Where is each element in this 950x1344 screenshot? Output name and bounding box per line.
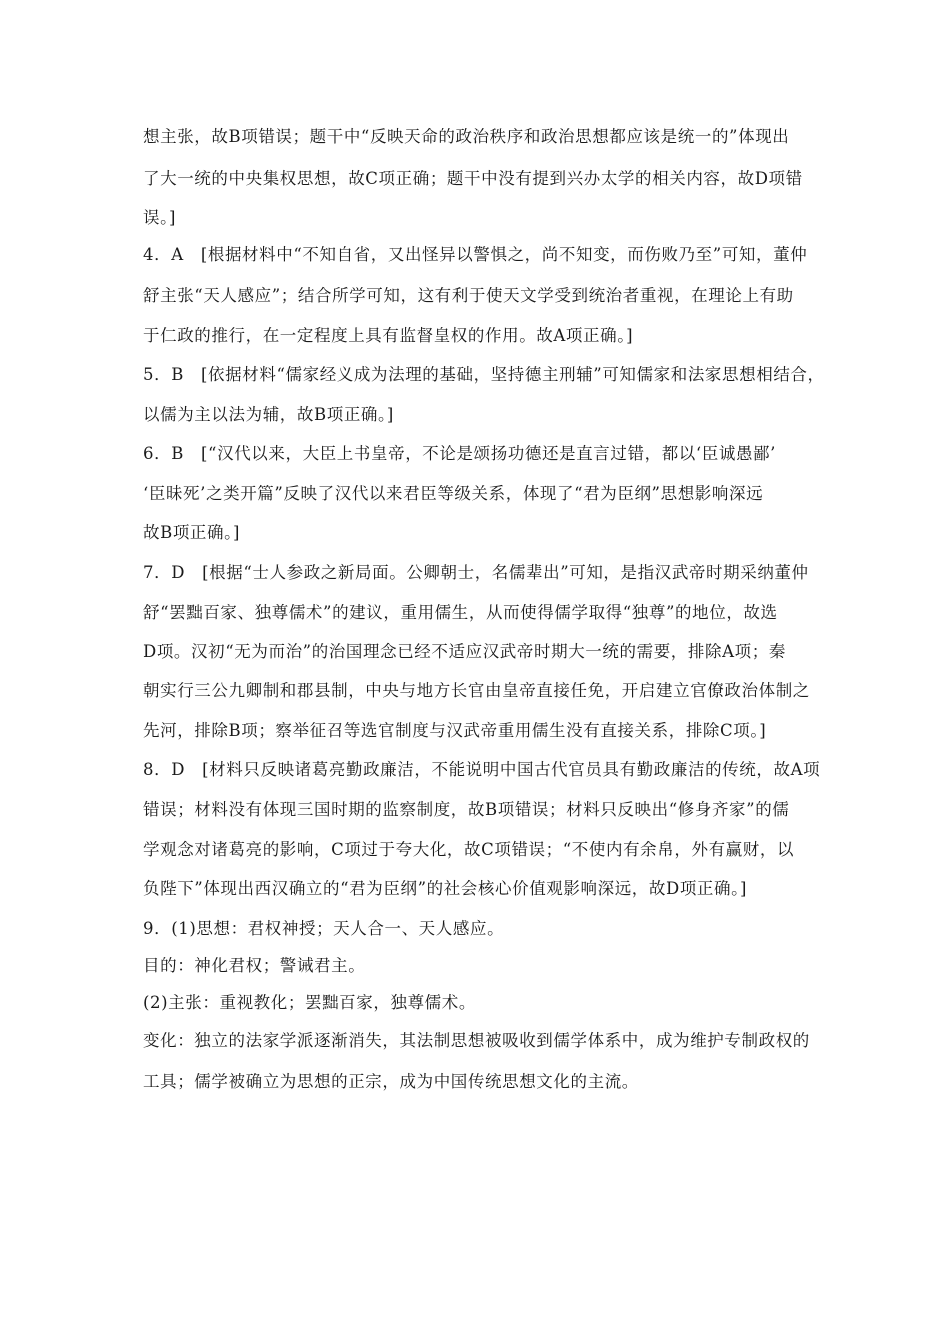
text-line: 学观念对诸葛亮的影响，C项过于夸大化，故C项错误；“不使内有余帛，外有赢财，以: [143, 840, 795, 859]
text-line: 6．B [“汉代以来，大臣上书皇帝，不论是颂扬功德还是直言过错，都以‘臣诚愚鄙’: [143, 444, 776, 463]
text-line: 故B项正确。]: [143, 523, 241, 542]
text-line: 以儒为主以法为辅，故B项正确。]: [143, 405, 394, 424]
text-line: 4．A [根据材料中“不知自省，又出怪异以警惧之，尚不知变，而伤败乃至”可知，董仲: [143, 245, 808, 264]
text-line: 目的：神化君权；警诫君主。: [143, 956, 366, 975]
text-line: 工具；儒学被确立为思想的正宗，成为中国传统思想文化的主流。: [143, 1072, 639, 1091]
text-line: 8．D [材料只反映诸葛亮勤政廉洁，不能说明中国古代官员具有勤政廉洁的传统，故A项: [143, 760, 821, 779]
text-line: 7．D [根据“士人参政之新局面。公卿朝士，名儒辈出”可知，是指汉武帝时期采纳董仲: [143, 563, 809, 582]
text-line: 舒主张“天人感应”；结合所学可知，这有利于使天文学受到统治者重视，在理论上有助: [143, 286, 794, 305]
text-line: D项。汉初“无为而治”的治国理念已经不适应汉武帝时期大一统的需要，排除A项；秦: [143, 642, 786, 661]
text-line: 了大一统的中央集权思想，故C项正确；题干中没有提到兴办太学的相关内容，故D项错: [143, 169, 803, 188]
text-line: 舒“罢黜百家、独尊儒术”的建议，重用儒生，从而使得儒学取得“独尊”的地位，故选: [143, 603, 778, 622]
text-line: 负陛下”体现出西汉确立的“君为臣纲”的社会核心价值观影响深远，故D项正确。]: [143, 879, 748, 898]
text-line: 朝实行三公九卿制和郡县制，中央与地方长官由皇帝直接任免，开启建立官僚政治体制之: [143, 681, 810, 700]
text-line: 5．B [依据材料“儒家经义成为法理的基础，坚持德主刑辅”可知儒家和法家思想相结合，: [143, 365, 825, 384]
text-line: 变化：独立的法家学派逐渐消失，其法制思想被吸收到儒学体系中，成为维护专制政权的: [143, 1031, 810, 1050]
text-line: 误。]: [143, 208, 176, 227]
text-line: 9．(1)思想：君权神授；天人合一、天人感应。: [143, 919, 505, 938]
text-line: 想主张，故B项错误；题干中“反映天命的政治秩序和政治思想都应该是统一的”体现出: [143, 127, 790, 146]
text-line: 先河，排除B项；察举征召等选官制度与汉武帝重用儒生没有直接关系，排除C项。]: [143, 721, 767, 740]
text-line: 于仁政的推行，在一定程度上具有监督皇权的作用。故A项正确。]: [143, 326, 634, 345]
text-line: (2)主张：重视教化；罢黜百家，独尊儒术。: [143, 993, 476, 1012]
text-line: 错误；材料没有体现三国时期的监察制度，故B项错误；材料只反映出“修身齐家”的儒: [143, 800, 790, 819]
text-line: ‘臣昧死’之类开篇”反映了汉代以来君臣等级关系，体现了“君为臣纲”思想影响深远: [143, 484, 764, 503]
